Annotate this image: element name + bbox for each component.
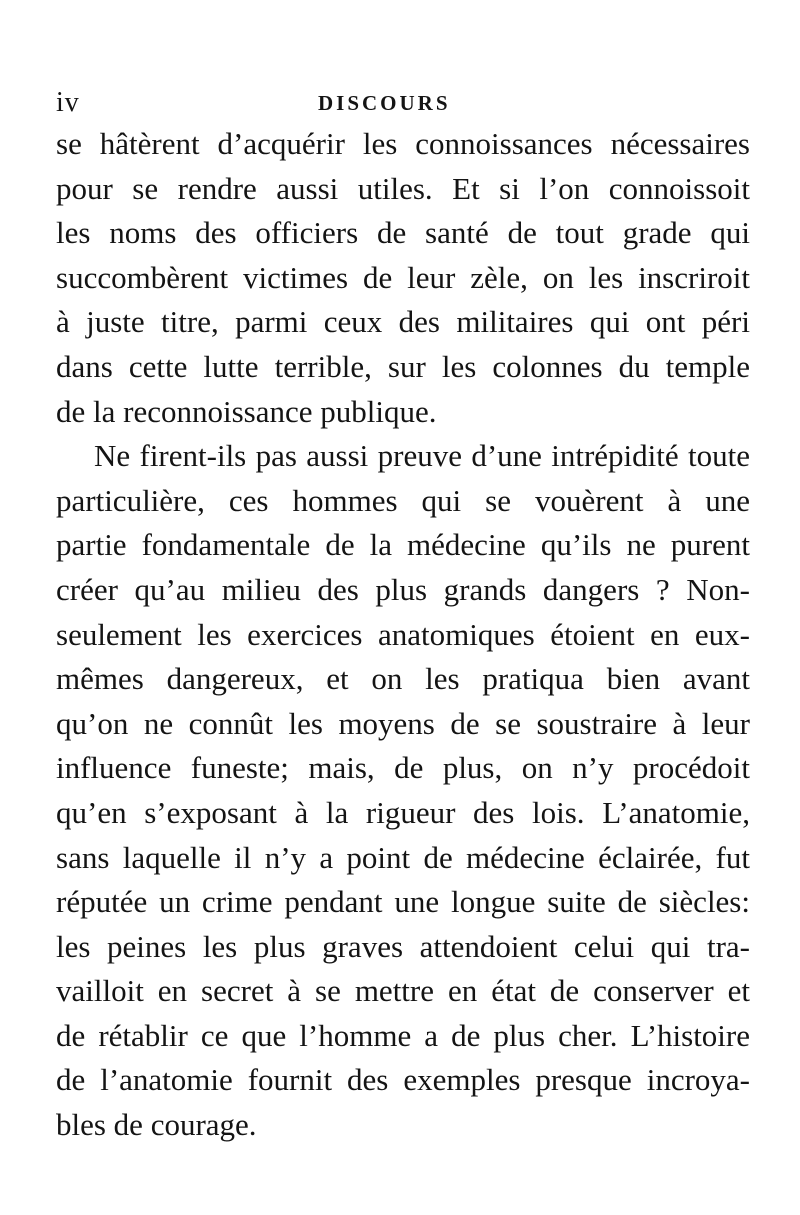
text-line: de rétablir ce que l’homme a de plus cher. L’histoire	[56, 1017, 750, 1053]
page-number: iv	[56, 87, 80, 118]
page-header	[56, 86, 750, 120]
text-line: influence funeste; mais, de plus, on n’y procédoit	[56, 750, 750, 786]
text-line: succombèrent victimes de leur zèle, on les inscriroit	[56, 259, 750, 295]
text-line: qu’on ne connût les moyens de se soustraire à leur	[56, 705, 750, 741]
text-line: créer qu’au milieu des plus grands dangers ? Non-	[56, 571, 750, 607]
text-line: bles de courage.	[56, 1107, 257, 1143]
text-line: mêmes dangereux, et on les pratiqua bien avant	[56, 661, 750, 697]
text-line: à juste titre, parmi ceux des militaires qui ont péri	[56, 304, 750, 340]
text-line: les noms des officiers de santé de tout grade qui	[56, 215, 750, 251]
paragraph-start-line: Ne firent-ils pas aussi preuve d’une intrépidité toute	[94, 438, 750, 474]
text-line: de l’anatomie fournit des exemples presque incroya-	[56, 1062, 750, 1098]
text-line: se hâtèrent d’acquérir les connoissances nécessaires	[56, 126, 750, 161]
text-line: sans laquelle il n’y a point de médecine éclairée, fut	[56, 839, 750, 875]
body-text	[56, 122, 750, 1148]
text-line: réputée un crime pendant une longue suite de siècles:	[56, 884, 750, 920]
text-line: dans cette lutte terrible, sur les colonnes du temple	[56, 348, 750, 384]
text-line: seulement les exercices anatomiques étoient en eux-	[56, 616, 750, 652]
text-line: qu’en s’exposant à la rigueur des lois. L’anatomie,	[56, 794, 750, 830]
text-line: de la reconnoissance publique.	[56, 393, 437, 429]
text-line: pour se rendre aussi utiles. Et si l’on connoissoit	[56, 170, 750, 206]
running-head: DISCOURS	[318, 91, 451, 115]
text-line: partie fondamentale de la médecine qu’ils ne purent	[56, 527, 750, 563]
text-line: les peines les plus graves attendoient celui qui tra-	[56, 928, 750, 964]
text-line: vailloit en secret à se mettre en état de conserver et	[56, 973, 750, 1009]
text-line: particulière, ces hommes qui se vouèrent à une	[56, 482, 750, 518]
